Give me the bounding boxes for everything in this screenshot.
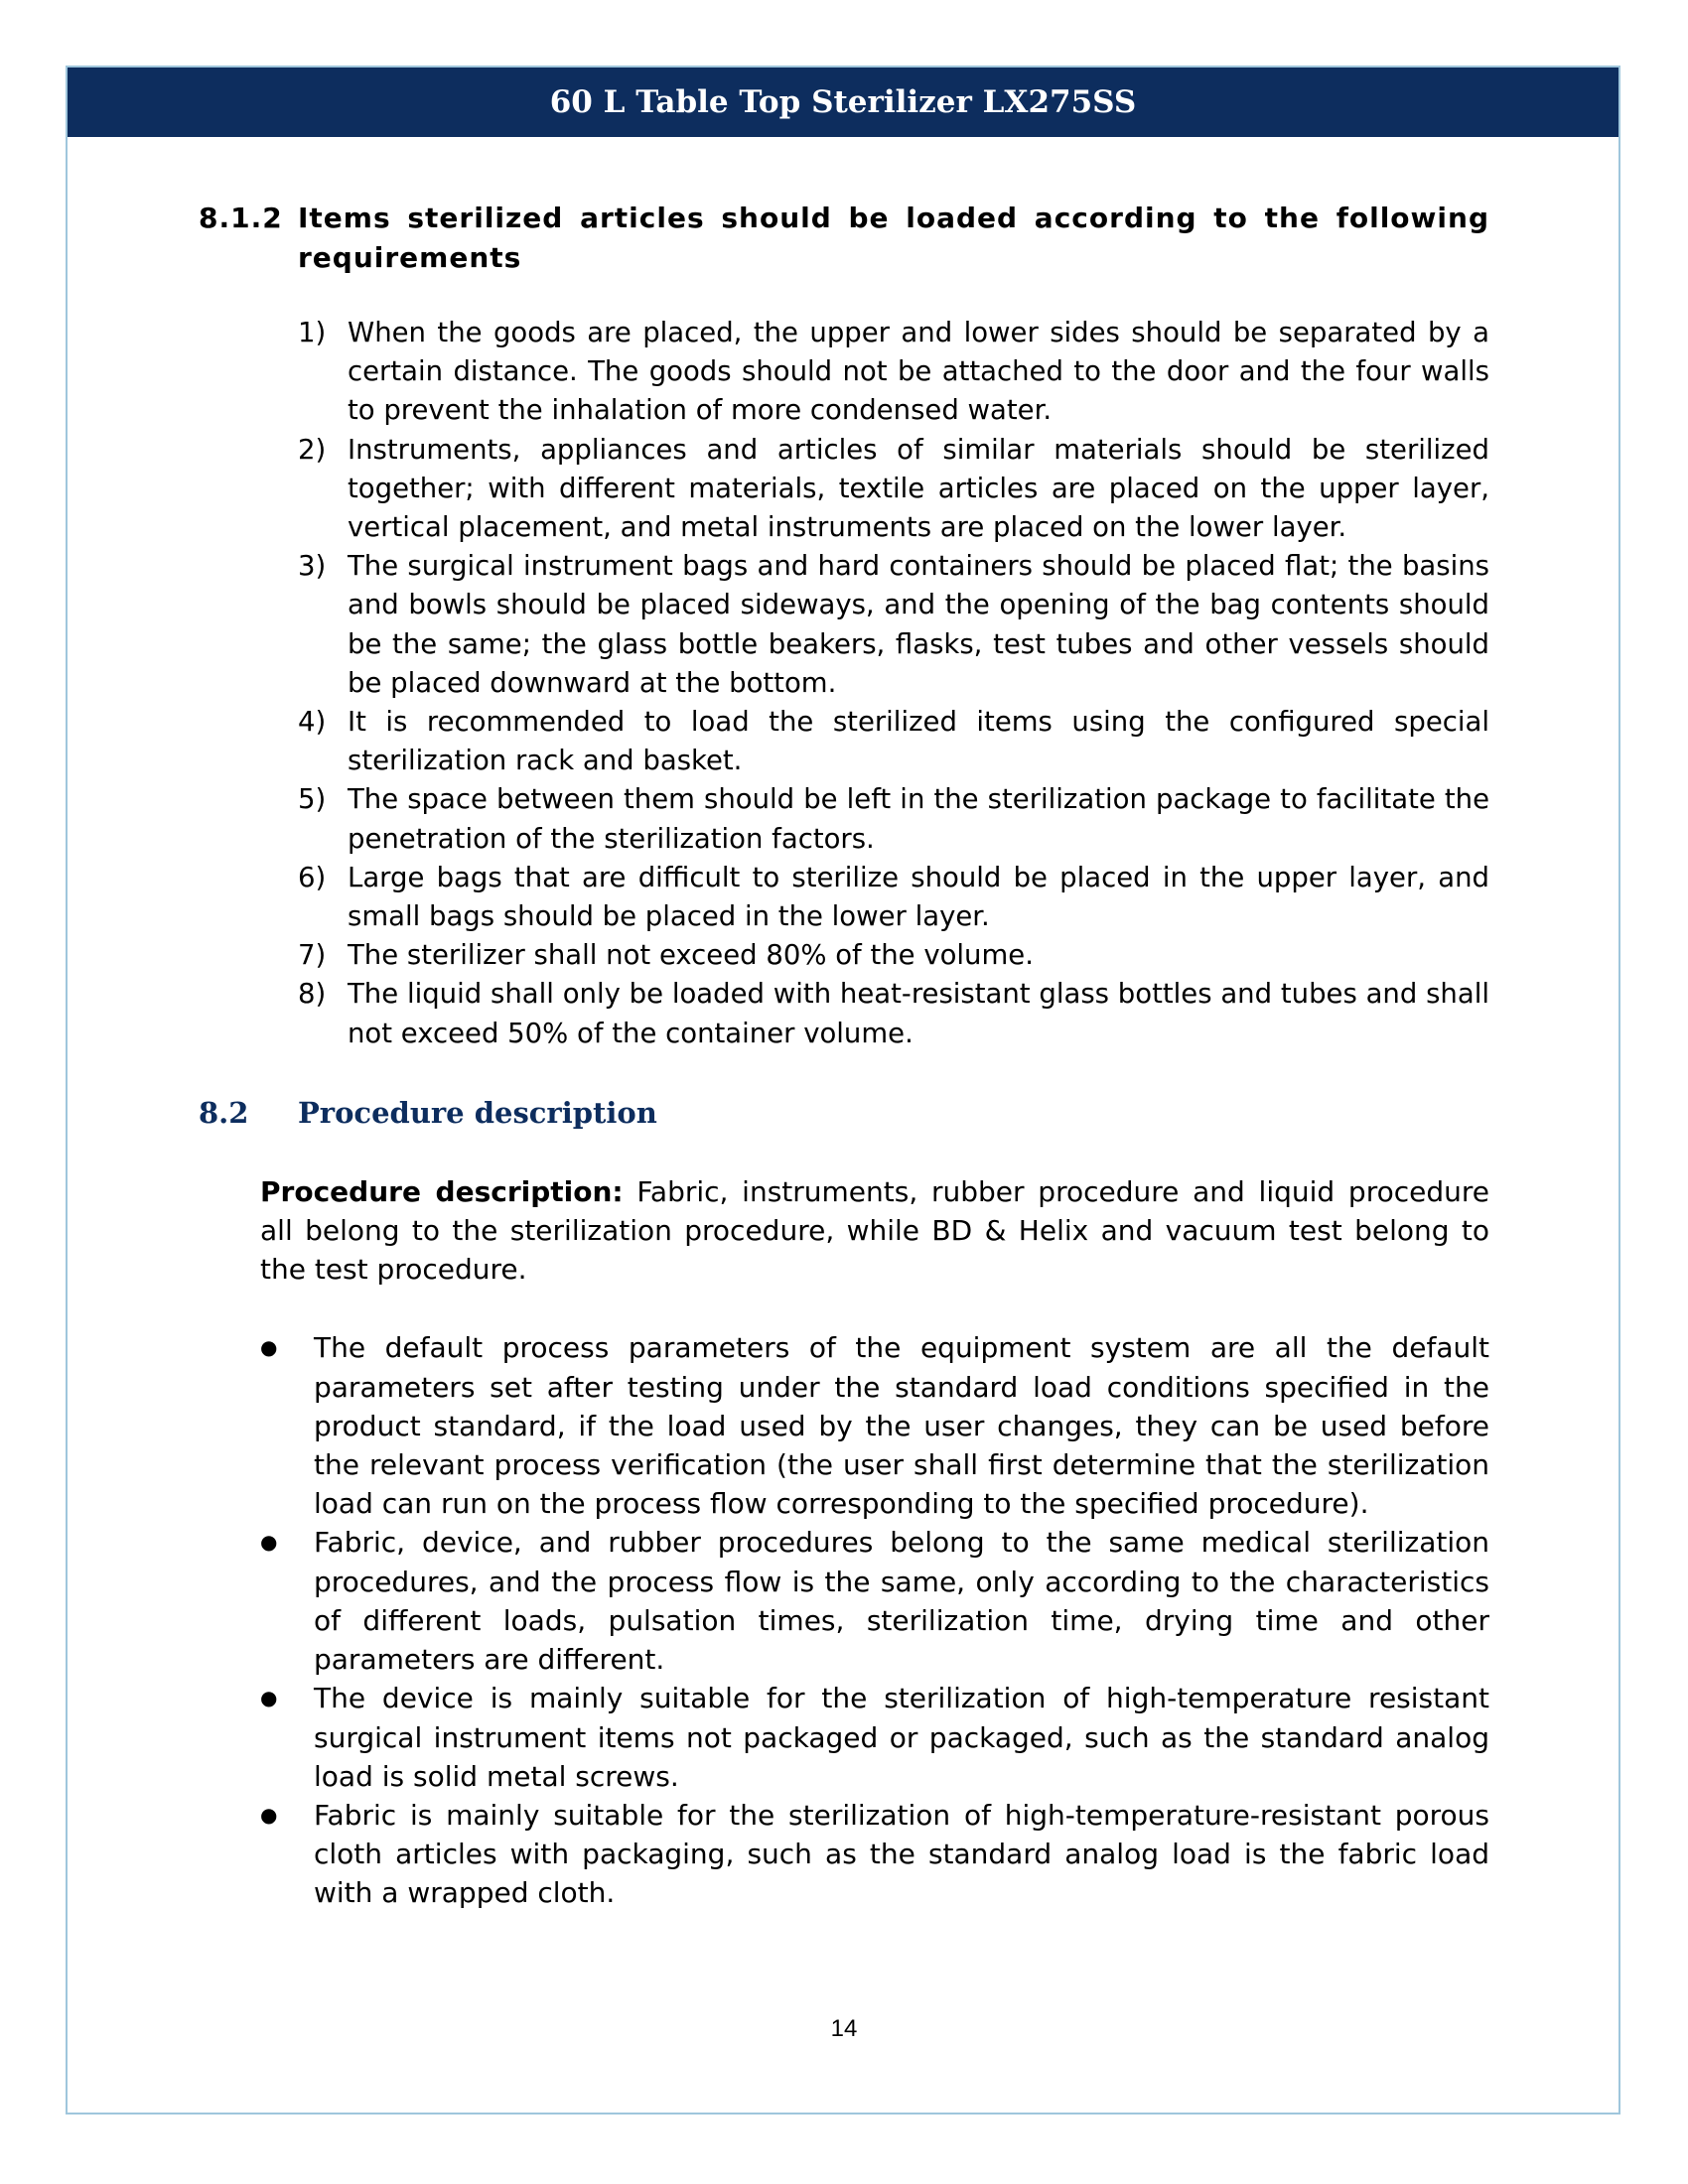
list-item-text: When the goods are placed, the upper and lower sides should be separated by a certain distance. The goods should not be attached to the door and the four walls to prevent the inhalation of more condensed water.	[348, 317, 1489, 427]
list-item-number: 3)	[298, 550, 327, 583]
list-item-text: The space between them should be left in the sterilization package to facilitate the penetration of the sterilization factors.	[348, 783, 1489, 855]
list-item-number: 4)	[298, 706, 327, 739]
list-item	[298, 975, 1489, 1052]
list-item-text: Instruments, appliances and articles of similar materials should be sterilized together; with different materials, textile articles are placed on the upper layer, vertical placement, and metal instruments are placed on the lower layer.	[348, 433, 1489, 544]
paragraph-text: Fabric, instruments, rubber procedure and liquid procedure all belong to the sterilization procedure, while BD & Helix and vacuum test belong to the test procedure.	[260, 1174, 1489, 1287]
list-item	[298, 703, 1489, 780]
bullet-item	[260, 1679, 1489, 1796]
list-item	[298, 936, 1489, 975]
bullet-text: Fabric, device, and rubber procedures belong to the same medical sterilization procedures, and the process flow is the same, only according to the characteristics of different loads, pulsation times, sterilization time, drying time and other parameters are different.	[314, 1526, 1489, 1677]
procedure-bullet-list	[260, 1328, 1489, 1912]
section-number: 8.1.2	[199, 202, 283, 234]
bullet-icon: ●	[260, 1530, 278, 1555]
list-item-text: The sterilizer shall not exceed 80% of the volume.	[348, 939, 1034, 972]
bullet-text: The default process parameters of the equipment system are all the default parameters set after testing under the standard load conditions specified in the product standard, if the load used by the user changes, they can be used before the relevant process verification (the user shall first determine that the sterilization load can run on the process flow corresponding to the specified procedure).	[314, 1331, 1489, 1521]
list-item-text: The liquid shall only be loaded with heat-resistant glass bottles and tubes and shall not exceed 50% of the container volume.	[348, 978, 1489, 1049]
section-heading-8-1-2	[199, 199, 1489, 278]
bullet-item	[260, 1796, 1489, 1913]
list-item	[298, 314, 1489, 431]
bullet-text: The device is mainly suitable for the sterilization of high-temperature resistant surgical instrument items not packaged or packaged, such as the standard analog load is solid metal screws.	[314, 1682, 1489, 1793]
list-item-number: 8)	[298, 978, 327, 1011]
list-item-number: 5)	[298, 783, 327, 816]
list-item	[298, 780, 1489, 858]
section-number: 8.2	[199, 1095, 249, 1130]
bullet-icon: ●	[260, 1686, 278, 1710]
list-item-text: Large bags that are difficult to sterilize should be placed in the upper layer, and small bags should be placed in the lower layer.	[348, 861, 1489, 933]
section-heading-8-2	[199, 1093, 1489, 1133]
page-content	[199, 199, 1489, 1913]
paragraph-lead: Procedure description:	[260, 1174, 624, 1208]
section-title: Procedure description	[298, 1095, 657, 1130]
header-bar	[68, 68, 1618, 137]
list-item-number: 1)	[298, 317, 327, 348]
document-title: 60 L Table Top Sterilizer LX275SS	[549, 84, 1137, 120]
procedure-description-paragraph	[260, 1172, 1489, 1290]
bullet-icon: ●	[260, 1335, 278, 1360]
list-item-text: It is recommended to load the sterilized items using the configured special sterilization rack and basket.	[348, 706, 1489, 777]
bullet-item	[260, 1523, 1489, 1679]
list-item	[298, 547, 1489, 703]
list-item-number: 6)	[298, 861, 327, 893]
bullet-text: Fabric is mainly suitable for the sterilization of high-temperature-resistant porous cloth articles with packaging, such as the standard analog load is the fabric load with a wrapped cloth.	[314, 1798, 1489, 1910]
page-number: 14	[830, 2015, 858, 2042]
loading-requirements-list	[298, 314, 1489, 1053]
section-title: Items sterilized articles should be loaded according to the following requirements	[298, 202, 1489, 274]
list-item-text: The surgical instrument bags and hard containers should be placed flat; the basins and bowls should be placed sideways, and the opening of the bag contents should be the same; the glass bottle beakers, flasks, test tubes and other vessels should be placed downward at the bottom.	[348, 550, 1489, 699]
bullet-item	[260, 1328, 1489, 1523]
list-item	[298, 431, 1489, 548]
list-item-number: 2)	[298, 433, 327, 466]
list-item	[298, 859, 1489, 936]
list-item-number: 7)	[298, 939, 327, 972]
bullet-icon: ●	[260, 1802, 278, 1827]
